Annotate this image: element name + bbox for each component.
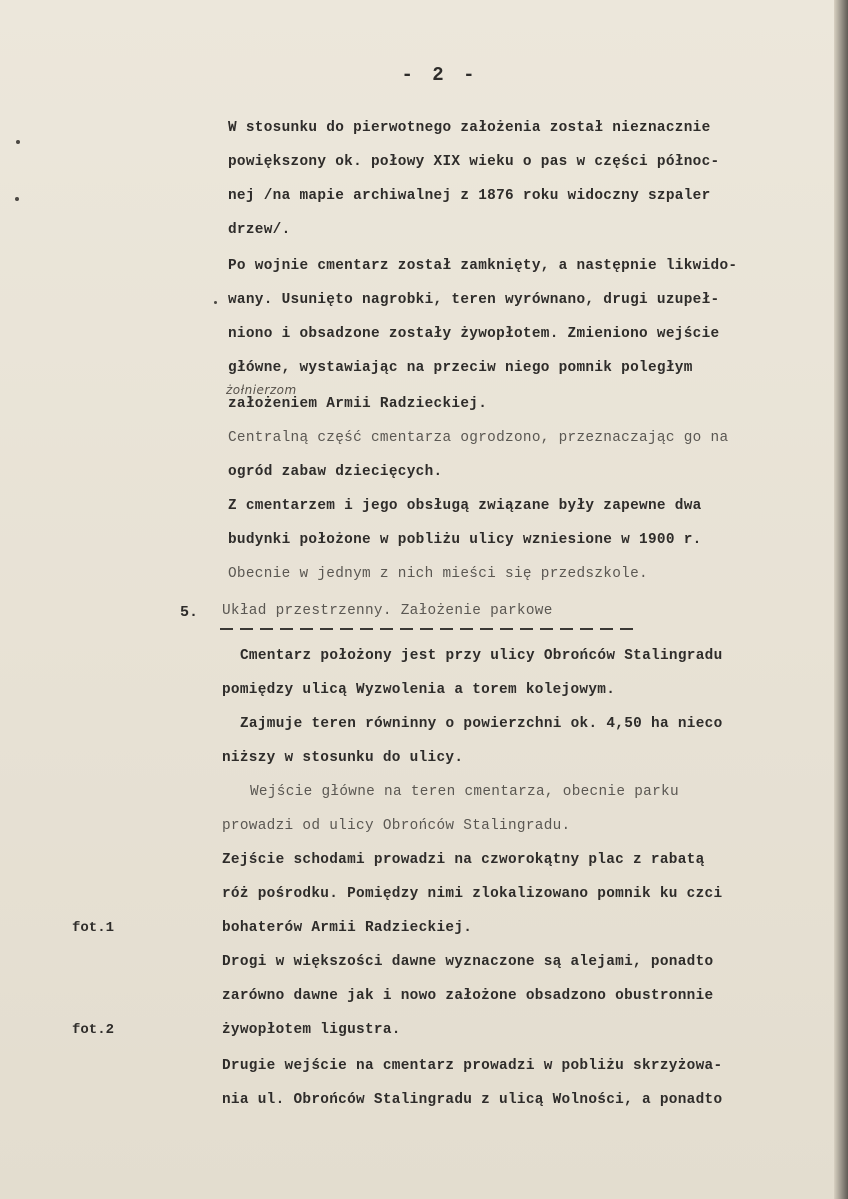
text-line: Wejście główne na teren cmentarza, obecnie parku: [250, 784, 679, 800]
page-number: - 2 -: [401, 64, 479, 86]
text-line: nia ul. Obrońców Stalingradu z ulicą Wolności, a ponadto: [222, 1092, 723, 1108]
text-line: zarówno dawne jak i nowo założone obsadzono obustronnie: [222, 988, 714, 1004]
section-underline: [220, 628, 634, 630]
text-line: drzew/.: [228, 222, 291, 238]
text-line: Centralną część cmentarza ogrodzono, przeznaczając go na: [228, 430, 729, 446]
text-line: Cmentarz położony jest przy ulicy Obrońców Stalingradu: [240, 648, 723, 664]
text-line: wany. Usunięto nagrobki, teren wyrównano, drugi uzupeł-: [228, 292, 720, 308]
handwritten-annotation: żołnierzom: [226, 383, 297, 397]
text-line: ogród zabaw dziecięcych.: [228, 464, 443, 480]
text-line: Zajmuje teren równinny o powierzchni ok. 4,50 ha nieco: [240, 716, 723, 732]
ink-dot: [214, 301, 217, 304]
text-line: Po wojnie cmentarz został zamknięty, a następnie likwido-: [228, 258, 738, 274]
text-line: założeniem Armii Radzieckiej.: [228, 396, 488, 412]
margin-note-photo: fot.1: [72, 920, 115, 936]
text-line: żywopłotem ligustra.: [222, 1022, 401, 1038]
text-line: nej /na mapie archiwalnej z 1876 roku widoczny szpaler: [228, 188, 711, 204]
text-line: róż pośrodku. Pomiędzy nimi zlokalizowano pomnik ku czci: [222, 886, 723, 902]
text-line: pomiędzy ulicą Wyzwolenia a torem kolejowym.: [222, 682, 616, 698]
text-line: niższy w stosunku do ulicy.: [222, 750, 464, 766]
punch-mark: [16, 140, 20, 144]
punch-mark: [15, 197, 19, 201]
section-number: 5.: [180, 604, 199, 621]
text-line: Zejście schodami prowadzi na czworokątny plac z rabatą: [222, 852, 705, 868]
page-edge-shadow: [834, 0, 848, 1199]
text-line: powiększony ok. połowy XIX wieku o pas w części północ-: [228, 154, 720, 170]
text-line: Obecnie w jednym z nich mieści się przedszkole.: [228, 566, 648, 582]
margin-note-photo: fot.2: [72, 1022, 115, 1038]
text-line: główne, wystawiając na przeciw niego pomnik poległym: [228, 360, 693, 376]
text-line: Drogi w większości dawne wyznaczone są alejami, ponadto: [222, 954, 714, 970]
section-heading: Układ przestrzenny. Założenie parkowe: [222, 603, 553, 619]
text-line: W stosunku do pierwotnego założenia został nieznacznie: [228, 120, 711, 136]
text-line: Z cmentarzem i jego obsługą związane były zapewne dwa: [228, 498, 702, 514]
text-line: niono i obsadzone zostały żywopłotem. Zmieniono wejście: [228, 326, 720, 342]
text-line: prowadzi od ulicy Obrońców Stalingradu.: [222, 818, 571, 834]
text-line: bohaterów Armii Radzieckiej.: [222, 920, 473, 936]
text-line: Drugie wejście na cmentarz prowadzi w pobliżu skrzyżowa-: [222, 1058, 723, 1074]
text-line: budynki położone w pobliżu ulicy wzniesione w 1900 r.: [228, 532, 702, 548]
